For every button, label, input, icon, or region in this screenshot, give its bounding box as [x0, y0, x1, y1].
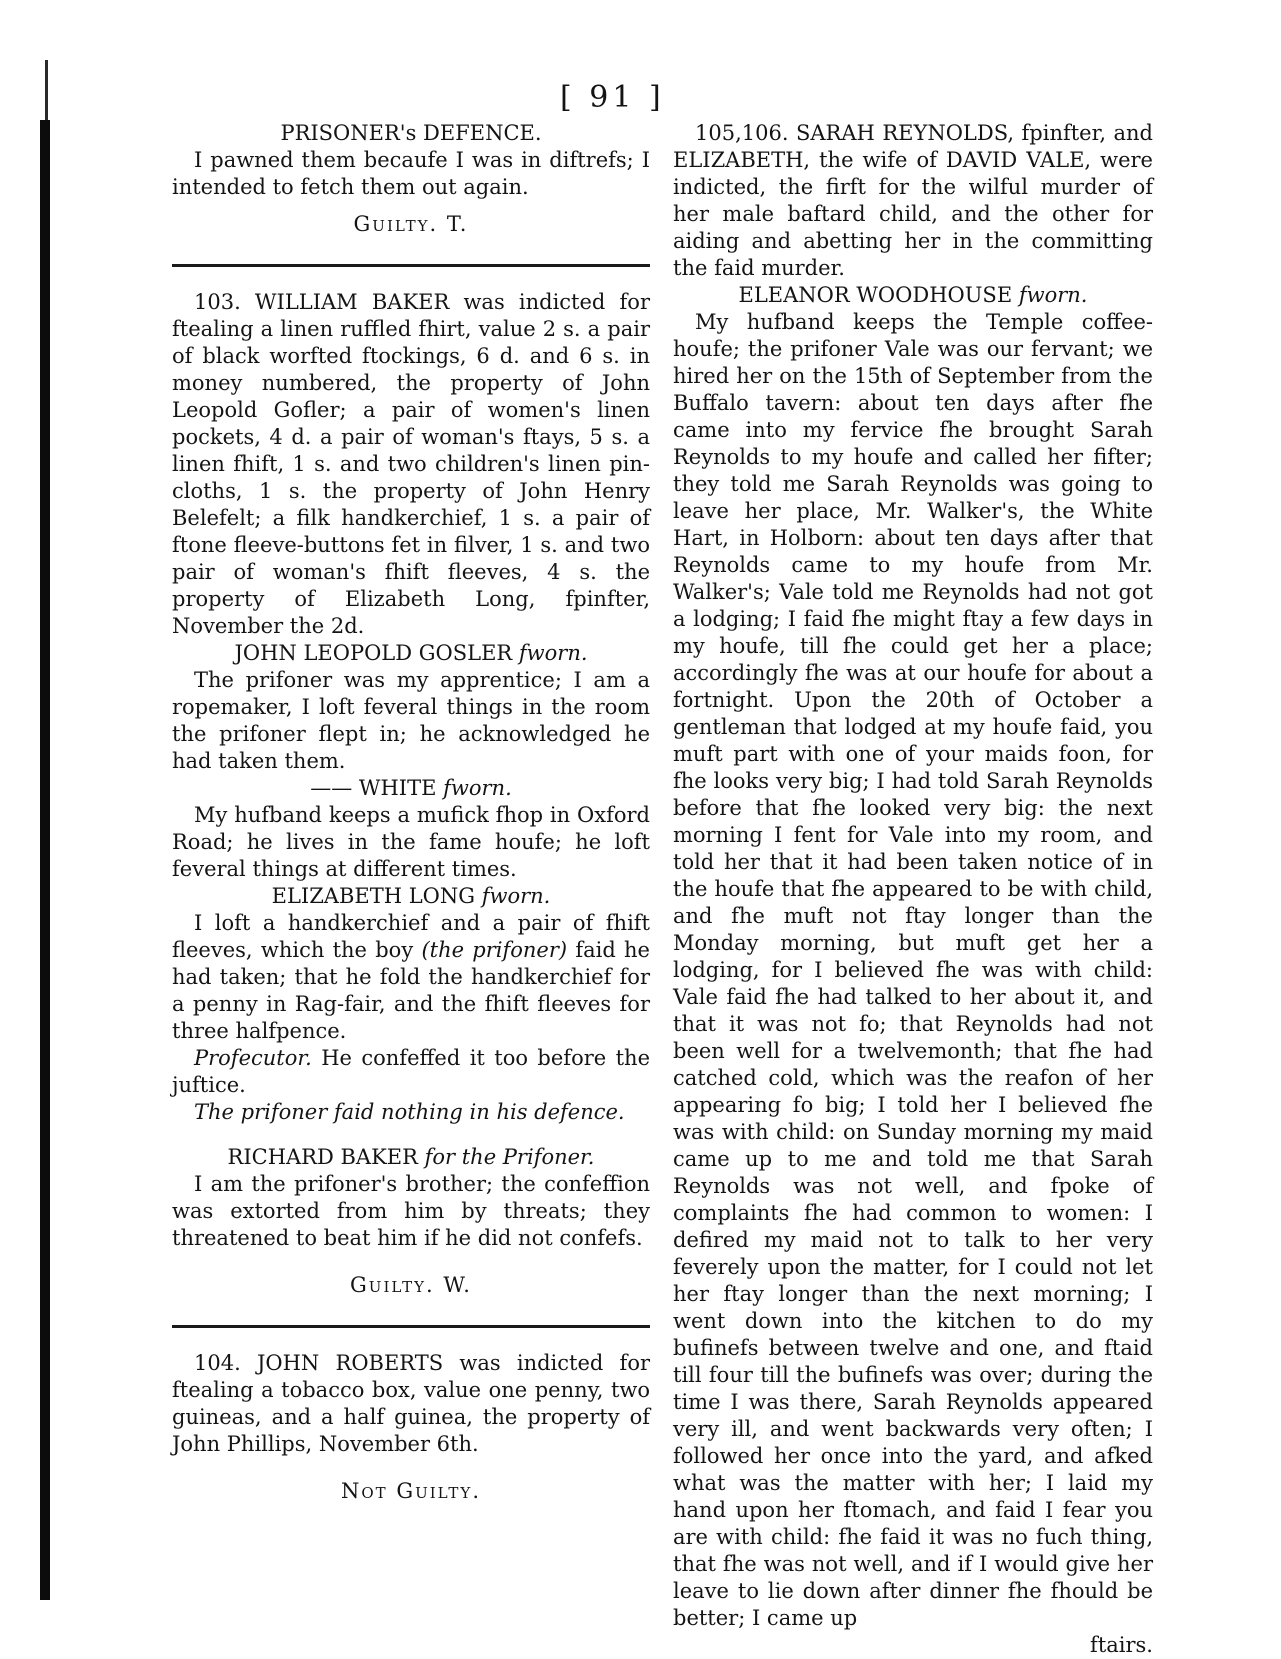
case-104-indictment: 104. JOHN ROBERTS was indicted for ftealing a tobacco box, value one penny, two guineas, and a half guinea, the property of John Phillips, November 6th. — [172, 1351, 650, 1456]
witness-heading-white — [172, 775, 650, 802]
witness-woodhouse-testimony: My hufband keeps the Temple coffee-houfe; the prifoner Vale was our fervant; we hired her on the 15th of September from the Buffalo tavern: about ten days after fhe came into my fervice fhe brought Sarah Reynolds to my houfe and called her fifter; they told me Sarah Reynolds was going to leave her place, Mr. Walker's, the White Hart, in Holborn: about ten days after that Reynolds came to my houfe from Mr. Walker's; Vale told me Reynolds had not got a lodging; I faid fhe might ftay a few days in my houfe, till fhe could get her a place; accordingly fhe was at our houfe for about a fortnight. Upon the 20th of October a gentleman that lodged at my houfe faid, you muft part with one of your maids foon, for fhe looks very big; I had told Sarah Reynolds before that fhe looked very big: the next morning I fent for Vale into my room, and told her that it had been taken notice of in the houfe that fhe appeared to be with child, and fhe muft not ftay longer than the Monday morning, but muft get her a lodging, for I believed fhe was with child: Vale faid fhe had talked to her about it, and that it was not fo; that Reynolds had not been well for a twelvemonth; that fhe had catched cold, which was the reafon of her appearing fo big; I told her I believed fhe was with child: on Sunday morning my maid came up to me and told me that Sarah Reynolds was not well, and fpoke of complaints fhe had common to women: I defired my maid not to talk to her very feverely upon the matter, for I could not let her ftay longer than the next morning; I went down into the kitchen to do my bufinefs between twelve and one, and ftaid till four till the bufinefs was over; during the time I was there, Sarah Reynolds appeared very ill, and went backwards very often; I followed her once into the yard, and afked what was the matter with her; I laid my hand upon her ftomach, and faid I fear you are with child: fhe faid it was no fuch thing, that fhe was not well, and if I would give her leave to lie down after dinner fhe fhould be better; I came up — [673, 310, 1153, 1630]
case-103-indictment: 103. WILLIAM BAKER was indicted for ftealing a linen ruffled fhirt, value 2 s. a pair of black worfted ftockings, 6 d. and 6 s. in money numbered, the property of John Leopold Gofler; a pair of women's linen pockets, 4 d. a pair of woman's ftays, 5 s. a linen fhift, 1 s. and two children's linen pin-cloths, 1 s. the property of John Henry Belefelt; a filk handkerchief, 1 s. a pair of ftone fleeve-buttons fet in filver, 1 s. and two pair of woman's fhift fleeves, 4 s. the property of Elizabeth Long, fpinfter, November the 2d. — [172, 290, 650, 638]
left-column — [172, 120, 650, 1505]
testimony-text: faid he had taken; that he fold the handkerchief for a penny in Rag-fair, and the fhift fleeves for three halfpence. — [172, 938, 650, 1043]
witness-name: ELEANOR WOODHOUSE — [738, 283, 1013, 307]
right-column — [673, 120, 1153, 1659]
defence-text: I pawned them becaufe I was in diftrefs; I intended to fetch them out again. — [172, 148, 650, 199]
prosecutor-label: Profecutor. — [194, 1046, 312, 1070]
catchword: ftairs. — [1090, 1633, 1153, 1657]
prosecutor-statement — [172, 1045, 650, 1099]
case-105-106-indictment: 105,106. SARAH REYNOLDS, fpinfter, and ELIZABETH, the wife of DAVID VALE, were indicted, the firft for the wilful murder of her male baftard child, and the other for aiding and abetting her in the committing the faid murder. — [673, 121, 1153, 280]
verdict-103: Guilty. W. — [350, 1273, 472, 1297]
witness-heading-rbaker — [172, 1144, 650, 1171]
verdict-104: Not Guilty. — [340, 1479, 481, 1503]
witness-heading-gosler — [172, 640, 650, 667]
witness-name: JOHN LEOPOLD GOSLER — [234, 641, 513, 665]
witness-name: RICHARD BAKER — [227, 1145, 418, 1169]
section-rule — [172, 1325, 650, 1328]
sworn-label: fworn. — [518, 641, 588, 665]
prosecutor-text: He confeffed it too before the juftice. — [172, 1046, 650, 1097]
page-number: [ 91 ] — [560, 80, 665, 115]
witness-white-testimony: My hufband keeps a mufick fhop in Oxford Road; he lives in the fame houfe; he loft feveral things at different times. — [172, 803, 650, 881]
witness-long-testimony — [172, 910, 650, 1045]
section-rule — [172, 264, 650, 267]
prisoner-silent-note: The prifoner faid nothing in his defence. — [194, 1100, 625, 1124]
sworn-label: fworn. — [481, 884, 551, 908]
verdict-102: Guilty. T. — [353, 212, 469, 236]
prisoner-aside: (the prifoner) — [421, 938, 568, 962]
testimony-text: I loft a handkerchief and a pair of fhift fleeves, which the boy — [172, 911, 650, 962]
witness-gosler-testimony: The prifoner was my apprentice; I am a ropemaker, I loft feveral things in the room the prifoner flept in; he acknowledged he had taken them. — [172, 668, 650, 773]
witness-heading-woodhouse — [673, 282, 1153, 309]
defence-heading: PRISONER's DEFENCE. — [280, 121, 542, 145]
witness-rbaker-testimony: I am the prifoner's brother; the confeffion was extorted from him by threats; they threatened to beat him if he did not confefs. — [172, 1172, 650, 1250]
sworn-label: fworn. — [443, 776, 512, 800]
binding-edge — [40, 120, 50, 1600]
for-prisoner-label: for the Prifoner. — [424, 1145, 595, 1169]
sworn-label: fworn. — [1018, 283, 1088, 307]
witness-name: ELIZABETH LONG — [271, 884, 476, 908]
witness-heading-long — [172, 883, 650, 910]
witness-name: —— WHITE — [310, 776, 437, 800]
